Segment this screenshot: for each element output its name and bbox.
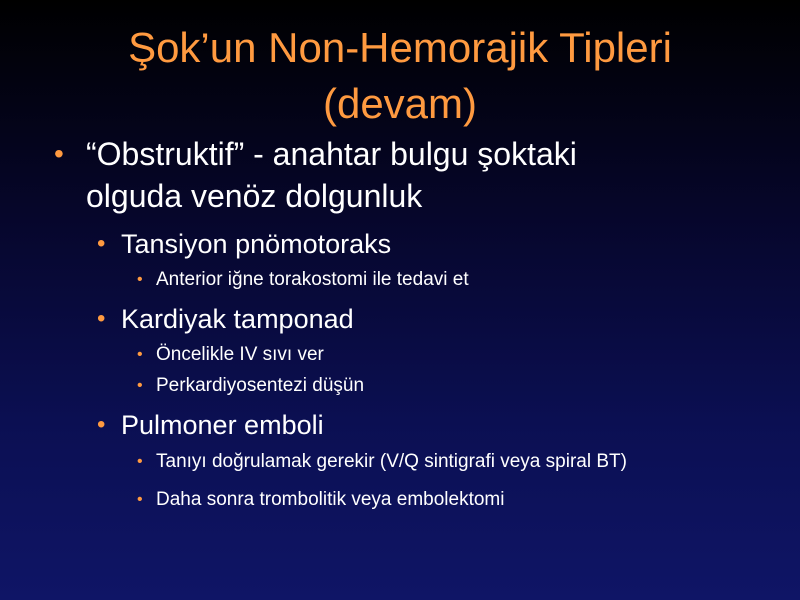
bullet-icon: • [137,491,143,508]
bullet-icon: • [97,230,106,257]
bullet-icon: • [137,346,143,363]
title-line-2: (devam) [322,80,478,127]
detail-iv-fluids: Öncelikle IV sıvı ver [156,344,324,365]
detail-pericardiocentesis: Perkardiyosentezi düşün [156,375,365,396]
sub-point-cardiac-tamponade: Kardiyak tamponad [121,304,354,334]
main-point-line-1: “Obstruktif” - anahtar bulgu şoktaki [86,136,577,172]
bullet-icon: • [137,271,143,288]
bullet-icon: • [137,377,143,394]
sub-point-tension-pneumothorax: Tansiyon pnömotoraks [121,229,392,259]
detail-confirm-diagnosis: Tanıyı doğrulamak gerekir (V/Q sintigrafi veya spiral BT) [156,451,627,472]
detail-thrombolytic-embolectomy: Daha sonra trombolitik veya embolektomi [156,489,505,510]
sub-point-pulmonary-embolism: Pulmoner emboli [121,410,324,440]
bullet-icon: • [54,138,64,169]
bullet-icon: • [97,305,106,332]
slide-title [40,20,760,132]
main-point-line-2: olguda venöz dolgunluk [86,178,423,214]
bullet-icon: • [97,411,106,438]
title-line-1: Şok’un Non-Hemorajik Tipleri [128,24,672,71]
bullet-icon: • [137,453,143,470]
detail-needle-thoracostomy: Anterior iğne torakostomi ile tedavi et [156,269,469,290]
